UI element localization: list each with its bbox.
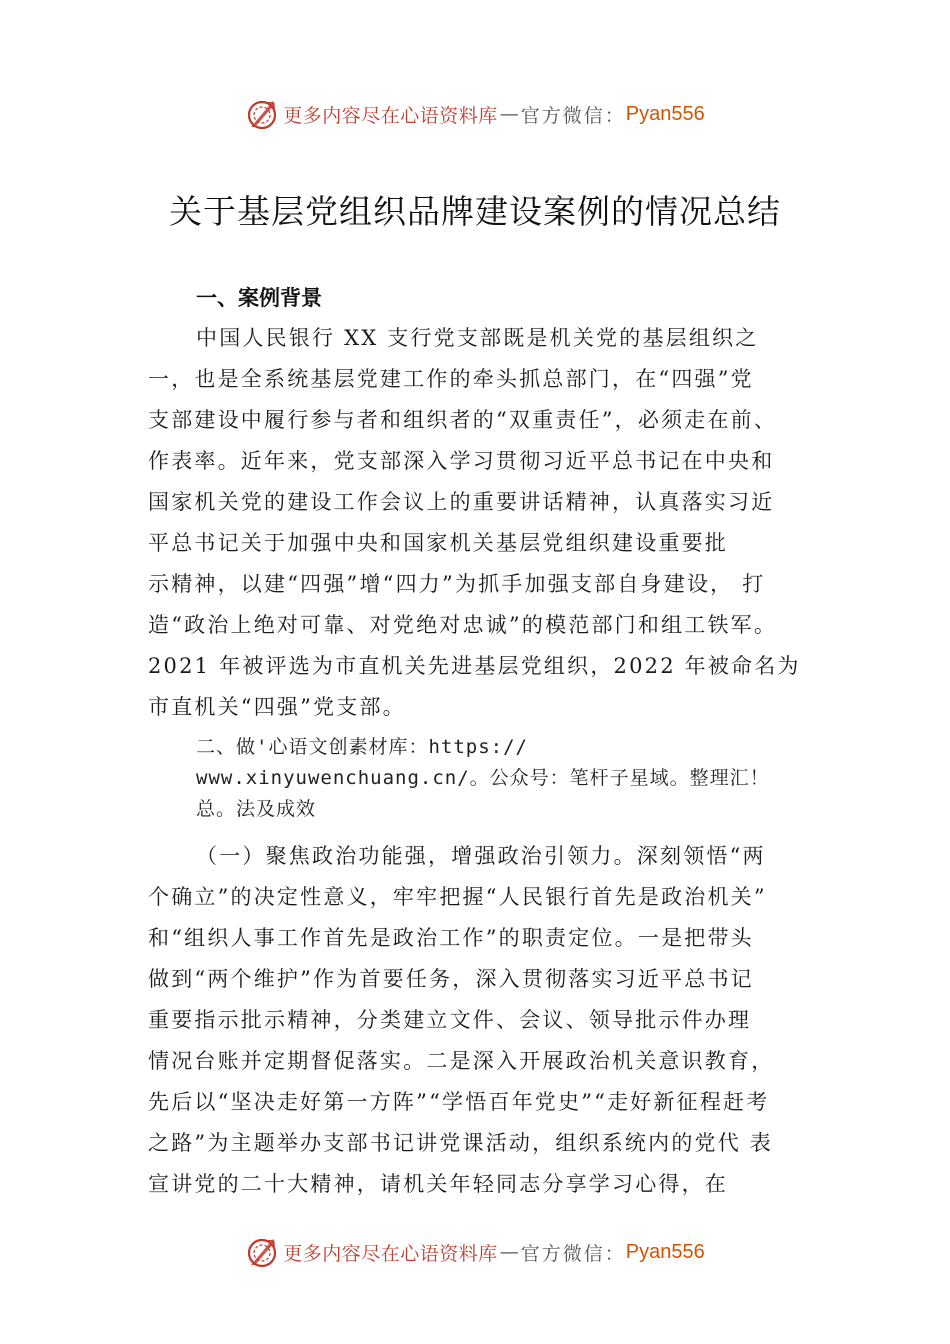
- paragraph-line: 市直机关“四强”党支部。: [148, 695, 406, 719]
- quill-seal-icon: [245, 1235, 279, 1269]
- watermark-site-text: 更多内容尽在心语资料库: [283, 104, 498, 127]
- watermark-wechat-id: Pyan556: [625, 102, 705, 125]
- paragraph-line: 支部建设中履行参与者和组织者的“双重责任”，必须走在前、: [148, 408, 778, 432]
- paragraph-line: 做到“两个维护”作为首要任务，深入贯彻落实习近平总书记: [148, 967, 754, 991]
- watermark-banner-bottom: [0, 1230, 950, 1274]
- watermark-banner-top: [0, 92, 950, 136]
- document-title: 关于基层党组织品牌建设案例的情况总结: [169, 192, 781, 231]
- watermark-site-text: 更多内容尽在心语资料库: [283, 1242, 498, 1265]
- paragraph-line: 重要指示批示精神，分类建立文件、会议、领导批示件办理: [148, 1008, 752, 1032]
- watermark-label: 官方微信：: [520, 104, 626, 127]
- paragraph-line: 示精神，以建“四强”增“四力”为抓手加强支部自身建设， 打: [148, 572, 766, 596]
- section-2-paragraph: [148, 836, 828, 1205]
- paragraph-line: （一）聚焦政治功能强，增强政治引领力。深刻领悟“两: [196, 844, 766, 868]
- paragraph-line: 先后以“坚决走好第一方阵”“学悟百年党史”“走好新征程赶考: [148, 1090, 770, 1114]
- inserted-line: 二、做'心语文创素材库：https://: [196, 736, 528, 758]
- paragraph-line: 个确立”的决定性意义，牢牢把握“人民银行首先是政治机关”: [148, 885, 767, 909]
- paragraph-line: 作表率。近年来，党支部深入学习贯彻习近平总书记在中央和: [148, 449, 775, 473]
- watermark-separator: —: [499, 103, 519, 125]
- paragraph-line: 中国人民银行 XX 支行党支部既是机关党的基层组织之: [196, 326, 759, 350]
- paragraph-line: 情况台账并定期督促落实。二是深入开展政治机关意识教育，: [148, 1049, 775, 1073]
- paragraph-line: 一，也是全系统基层党建工作的牵头抓总部门，在“四强”党: [148, 367, 754, 391]
- paragraph-line: 造“政治上绝对可靠、对党绝对忠诚”的模范部门和组工铁军。: [148, 613, 778, 637]
- inserted-line: www.xinyuwenchuang.cn/。公众号：笔杆子星域。整理汇！: [196, 767, 770, 789]
- paragraph-line: 国家机关党的建设工作会议上的重要讲话精神，认真落实习近: [148, 490, 775, 514]
- section-1-paragraph: [148, 318, 828, 728]
- watermark-separator: —: [499, 1241, 519, 1263]
- paragraph-line: 和“组织人事工作首先是政治工作”的职责定位。一是把带头: [148, 926, 754, 950]
- paragraph-line: 宣讲党的二十大精神，请机关年轻同志分享学习心得，在: [148, 1172, 728, 1196]
- paragraph-line: 之路”为主题举办支部书记讲党课活动，组织系统内的党代 表: [148, 1131, 774, 1155]
- section-heading: 一、案例背景: [196, 286, 322, 310]
- paragraph-line: 平总书记关于加强中央和国家机关基层党组织建设重要批: [148, 531, 728, 555]
- watermark-content: [245, 97, 705, 131]
- watermark-wechat-id: Pyan556: [625, 1240, 705, 1263]
- watermark-label: 官方微信：: [520, 1242, 626, 1265]
- watermark-content: [245, 1235, 705, 1269]
- paragraph-line: 2021 年被评选为市直机关先进基层党组织，2022 年被命名为: [148, 654, 801, 678]
- inserted-line: 总。法及成效: [196, 798, 317, 820]
- inserted-ad-text: [196, 732, 770, 825]
- quill-seal-icon: [245, 97, 279, 131]
